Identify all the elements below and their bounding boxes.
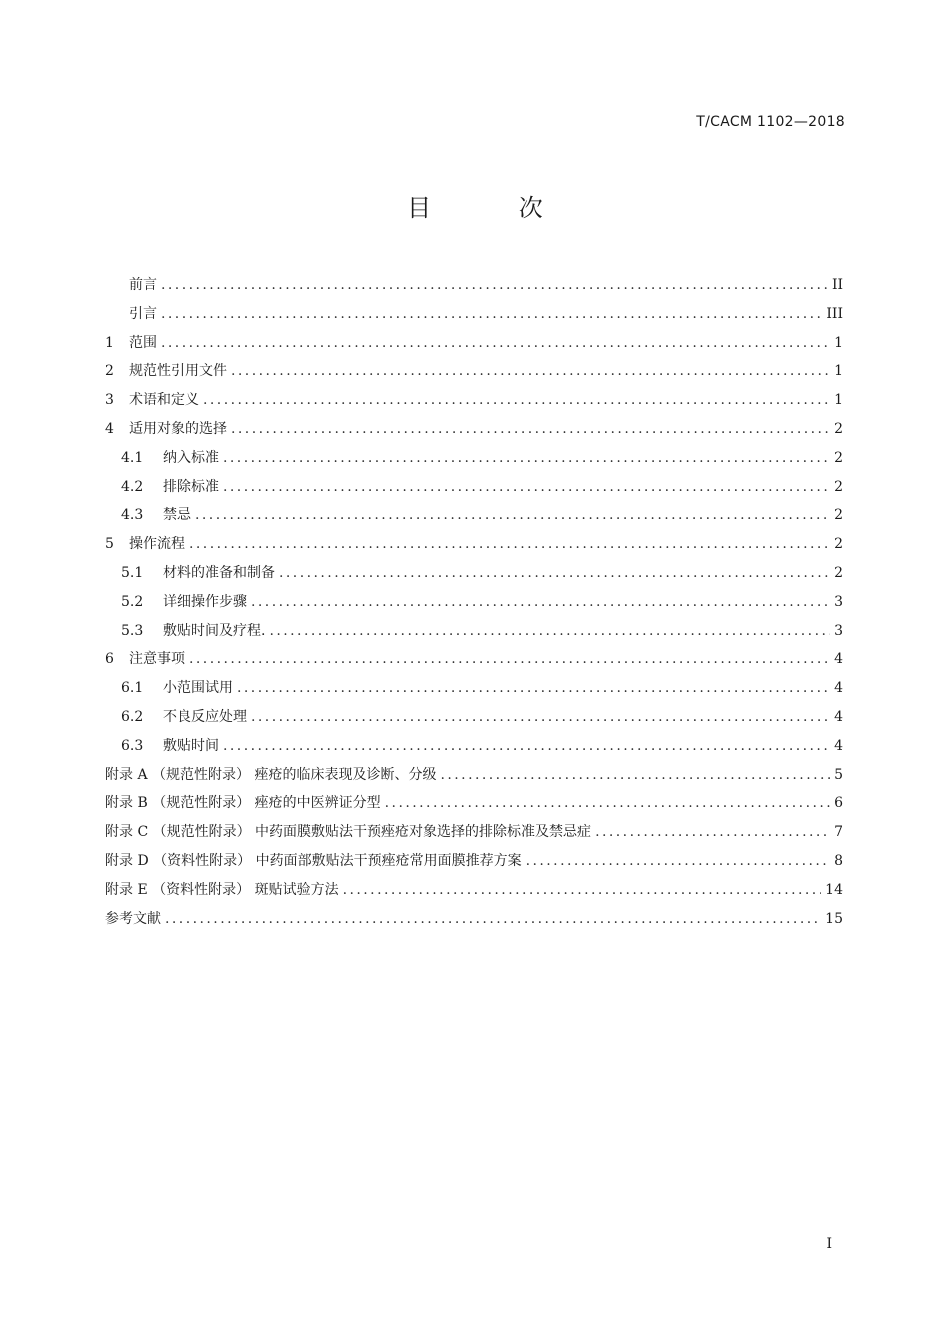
toc-entry-label: 纳入标准 xyxy=(163,449,219,466)
toc-entry[interactable] xyxy=(105,847,843,876)
toc-entry[interactable] xyxy=(105,645,843,674)
toc-entry-number: 4.1 xyxy=(121,449,144,466)
toc-entry-label: 排除标准 xyxy=(163,478,219,495)
toc-entry-page: 4 xyxy=(834,651,843,668)
toc-leader-dots xyxy=(279,559,830,588)
toc-leader-dots xyxy=(189,645,830,674)
toc-entry-label: 材料的准备和制备 xyxy=(163,564,275,581)
toc-leader-dots xyxy=(223,732,830,761)
toc-leader-dots xyxy=(161,300,822,329)
toc-entry-page: 2 xyxy=(834,478,843,495)
toc-entry-label: 附录 D （资料性附录） 中药面部敷贴法干预痤疮常用面膜推荐方案 xyxy=(105,852,522,869)
toc-entry-number: 5.1 xyxy=(121,564,144,581)
toc-leader-dots xyxy=(526,847,831,876)
toc-entry-label: 附录 C （规范性附录） 中药面膜敷贴法干预痤疮对象选择的排除标准及禁忌症 xyxy=(105,824,592,841)
toc-entry[interactable] xyxy=(105,415,843,444)
toc-leader-dots xyxy=(595,818,830,847)
toc-entry[interactable] xyxy=(105,530,843,559)
toc-entry-page: II xyxy=(831,277,843,293)
toc-entry[interactable] xyxy=(105,588,843,617)
toc-entry-number: 4 xyxy=(105,420,114,437)
toc-entry-page: 15 xyxy=(825,910,843,927)
toc-leader-dots xyxy=(165,905,821,934)
toc-entry[interactable] xyxy=(105,617,843,646)
toc-entry-page: 2 xyxy=(834,536,843,553)
toc-entry-page: 2 xyxy=(834,507,843,524)
toc-entry-label: 范围 xyxy=(129,334,157,351)
toc-entry-number: 4.2 xyxy=(121,478,144,495)
toc-leader-dots xyxy=(195,501,830,530)
toc-entry-number: 1 xyxy=(105,334,114,351)
toc-entry-page: 1 xyxy=(834,334,843,351)
toc-entry[interactable] xyxy=(105,386,843,415)
toc-entry-page: 2 xyxy=(834,449,843,466)
toc-entry-page: 4 xyxy=(834,708,843,725)
toc-entry-number: 6.2 xyxy=(121,708,144,725)
toc-entry[interactable] xyxy=(105,905,843,934)
toc-entry-label: 敷贴时间及疗程. xyxy=(163,622,266,639)
toc-entry-label: 附录 B （规范性附录） 痤疮的中医辨证分型 xyxy=(105,795,381,812)
toc-entry-page: 7 xyxy=(834,824,843,841)
toc-entry-page: 3 xyxy=(834,622,843,639)
toc-leader-dots xyxy=(385,789,830,818)
toc-entry[interactable] xyxy=(105,732,843,761)
toc-entry-label: 引言 xyxy=(129,305,157,322)
toc-leader-dots xyxy=(251,703,830,732)
toc-entry-number: 6.1 xyxy=(121,680,144,697)
toc-entry[interactable] xyxy=(105,789,843,818)
toc-entry[interactable] xyxy=(105,473,843,502)
toc-entry-label: 禁忌 xyxy=(163,507,191,524)
toc-leader-dots xyxy=(161,271,828,300)
toc-leader-dots xyxy=(231,415,830,444)
toc-leader-dots xyxy=(440,761,830,790)
toc-entry-label: 不良反应处理 xyxy=(163,708,247,725)
toc-entry-number: 5.2 xyxy=(121,593,144,610)
toc-leader-dots xyxy=(269,617,830,646)
toc-entry[interactable] xyxy=(105,818,843,847)
toc-entry-label: 前言 xyxy=(129,277,157,293)
toc-entry[interactable] xyxy=(105,559,843,588)
toc-entry-label: 附录 E （资料性附录） 斑贴试验方法 xyxy=(105,881,339,898)
toc-entry[interactable] xyxy=(105,703,843,732)
toc-entry[interactable] xyxy=(105,300,843,329)
toc-entry-label: 参考文献 xyxy=(105,910,161,927)
toc-entry-page: 14 xyxy=(825,881,843,898)
toc-entry-page: 4 xyxy=(834,680,843,697)
toc-leader-dots xyxy=(251,588,830,617)
toc-entry-label: 注意事项 xyxy=(129,651,185,668)
toc-entry[interactable] xyxy=(105,444,843,473)
toc-leader-dots xyxy=(223,473,830,502)
toc-entry-page: 1 xyxy=(834,363,843,380)
toc-entry-page: 2 xyxy=(834,564,843,581)
toc-entry-number: 6 xyxy=(105,651,114,668)
toc-leader-dots xyxy=(161,329,830,358)
toc-entry[interactable] xyxy=(105,329,843,358)
toc-leader-dots xyxy=(189,530,830,559)
toc-entry-page: 2 xyxy=(834,420,843,437)
toc-entry[interactable] xyxy=(105,271,843,300)
toc-entry[interactable] xyxy=(105,501,843,530)
toc-entry[interactable] xyxy=(105,761,843,790)
toc-entry-page: 6 xyxy=(834,795,843,812)
toc-entry-label: 小范围试用 xyxy=(163,680,233,697)
toc-entry-page: 4 xyxy=(834,737,843,754)
page-number: I xyxy=(826,1236,832,1252)
toc-entry-page: 3 xyxy=(834,593,843,610)
toc-title: 目 次 xyxy=(407,194,583,222)
toc-entry-number: 2 xyxy=(105,363,114,380)
toc-entry-label: 附录 A （规范性附录） 痤疮的临床表现及诊断、分级 xyxy=(105,766,437,783)
toc-leader-dots xyxy=(203,386,830,415)
toc-leader-dots xyxy=(231,357,830,386)
toc-leader-dots xyxy=(343,876,822,905)
toc-entry[interactable] xyxy=(105,357,843,386)
toc-entry-number: 5.3 xyxy=(121,622,144,639)
toc-entry-label: 详细操作步骤 xyxy=(163,593,247,610)
toc-leader-dots xyxy=(237,674,830,703)
toc-entry[interactable] xyxy=(105,876,843,905)
table-of-contents xyxy=(105,271,843,933)
toc-entry-label: 敷贴时间 xyxy=(163,737,219,754)
toc-entry-page: 8 xyxy=(834,852,843,869)
toc-leader-dots xyxy=(223,444,830,473)
toc-entry-number: 3 xyxy=(105,392,114,409)
toc-entry-label: 适用对象的选择 xyxy=(129,420,227,437)
toc-entry-page: 5 xyxy=(834,766,843,783)
toc-entry-number: 5 xyxy=(105,536,114,553)
toc-entry-page: 1 xyxy=(834,392,843,409)
toc-entry[interactable] xyxy=(105,674,843,703)
toc-entry-number: 6.3 xyxy=(121,737,144,754)
toc-entry-page: III xyxy=(826,305,843,322)
toc-entry-number: 4.3 xyxy=(121,507,144,524)
document-id: T/CACM 1102—2018 xyxy=(696,114,845,130)
toc-entry-label: 规范性引用文件 xyxy=(129,363,227,380)
toc-entry-label: 操作流程 xyxy=(129,536,185,553)
toc-entry-label: 术语和定义 xyxy=(129,392,199,409)
